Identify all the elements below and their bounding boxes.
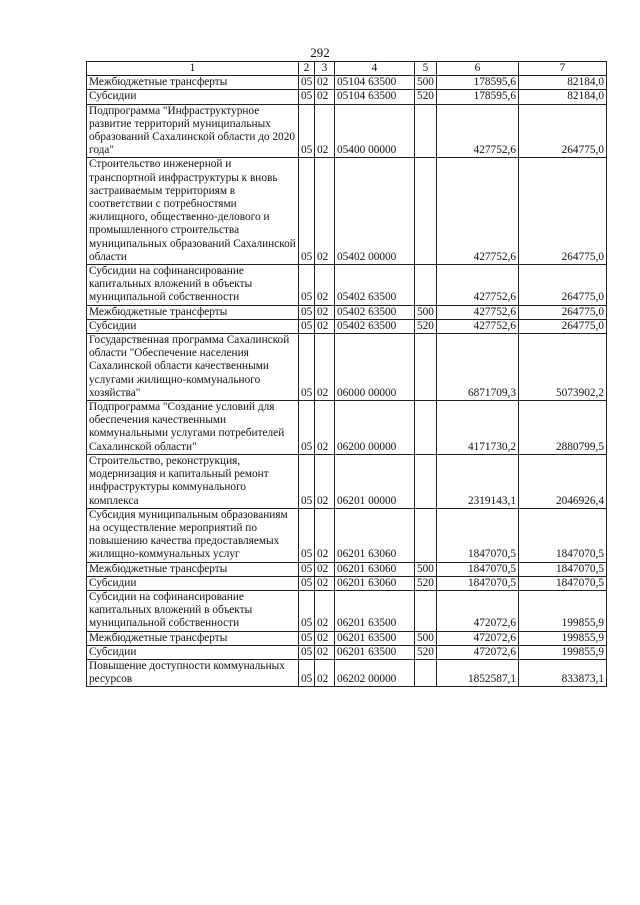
- row-amount-fact: 1847070,5: [519, 508, 607, 562]
- row-amount-plan: 6871709,3: [437, 334, 519, 401]
- table-row: [87, 158, 607, 265]
- row-section: 05: [299, 158, 315, 265]
- table-row: [87, 659, 607, 686]
- column-header: 5: [415, 62, 437, 76]
- row-section: 05: [299, 401, 315, 455]
- row-target-code: 06201 63060: [335, 562, 415, 576]
- row-expense-type: 500: [415, 562, 437, 576]
- row-target-code: 05402 63500: [335, 265, 415, 306]
- row-expense-type: 520: [415, 645, 437, 659]
- row-expense-type: [415, 508, 437, 562]
- row-name: Государственная программа Сахалинской области "Обеспечение населения Сахалинской области качественными услугами жилищно-коммунального хозяйства": [87, 334, 299, 401]
- column-header: 4: [335, 62, 415, 76]
- row-subsection: 02: [315, 631, 335, 645]
- row-name: Межбюджетные трансферты: [87, 305, 299, 319]
- row-expense-type: 520: [415, 90, 437, 104]
- row-amount-plan: 1847070,5: [437, 508, 519, 562]
- row-amount-fact: 82184,0: [519, 76, 607, 90]
- budget-table: [86, 61, 607, 687]
- row-name: Подпрограмма "Создание условий для обеспечения качественными коммунальными услугами потребителей Сахалинской области": [87, 401, 299, 455]
- table-row: [87, 454, 607, 508]
- column-header: 3: [315, 62, 335, 76]
- column-header: 1: [87, 62, 299, 76]
- row-section: 05: [299, 454, 315, 508]
- row-target-code: 06201 63500: [335, 631, 415, 645]
- row-name: Субсидия муниципальным образованиям на осуществление мероприятий по повышению качества предоставляемых жилищно-коммунальных услуг: [87, 508, 299, 562]
- table-row: [87, 305, 607, 319]
- row-target-code: 05400 00000: [335, 104, 415, 158]
- row-expense-type: 520: [415, 319, 437, 333]
- row-target-code: 06200 00000: [335, 401, 415, 455]
- row-name: Межбюджетные трансферты: [87, 76, 299, 90]
- row-amount-plan: 427752,6: [437, 265, 519, 306]
- row-amount-fact: 264775,0: [519, 265, 607, 306]
- row-expense-type: [415, 265, 437, 306]
- row-expense-type: [415, 590, 437, 631]
- row-section: 05: [299, 334, 315, 401]
- row-name: Межбюджетные трансферты: [87, 631, 299, 645]
- row-amount-fact: 199855,9: [519, 645, 607, 659]
- row-amount-plan: 472072,6: [437, 631, 519, 645]
- row-subsection: 02: [315, 319, 335, 333]
- table-row: [87, 645, 607, 659]
- row-expense-type: [415, 158, 437, 265]
- row-section: 05: [299, 659, 315, 686]
- row-expense-type: [415, 659, 437, 686]
- row-amount-plan: 1847070,5: [437, 576, 519, 590]
- row-name: Повышение доступности коммунальных ресурсов: [87, 659, 299, 686]
- table-row: [87, 631, 607, 645]
- table-row: [87, 76, 607, 90]
- row-amount-fact: 1847070,5: [519, 576, 607, 590]
- row-name: Субсидии: [87, 319, 299, 333]
- row-name: Строительство инженерной и транспортной инфраструктуры к вновь застраиваемым территориям в соответствии с потребностями жилищного, общественно-делового и промышленного строительства муниципальных образований Сахалинской области: [87, 158, 299, 265]
- table-row: [87, 576, 607, 590]
- row-expense-type: [415, 454, 437, 508]
- row-target-code: 06201 63500: [335, 645, 415, 659]
- row-section: 05: [299, 562, 315, 576]
- row-amount-fact: 264775,0: [519, 305, 607, 319]
- row-section: 05: [299, 76, 315, 90]
- row-target-code: 06202 00000: [335, 659, 415, 686]
- row-target-code: 05104 63500: [335, 90, 415, 104]
- column-header: 2: [299, 62, 315, 76]
- table-body: [87, 76, 607, 687]
- table-row: [87, 90, 607, 104]
- row-amount-fact: 264775,0: [519, 319, 607, 333]
- row-amount-plan: 1852587,1: [437, 659, 519, 686]
- row-subsection: 02: [315, 590, 335, 631]
- row-name: Межбюджетные трансферты: [87, 562, 299, 576]
- row-amount-plan: 4171730,2: [437, 401, 519, 455]
- row-target-code: 05104 63500: [335, 76, 415, 90]
- row-expense-type: 500: [415, 305, 437, 319]
- row-subsection: 02: [315, 576, 335, 590]
- row-section: 05: [299, 631, 315, 645]
- row-name: Субсидии: [87, 90, 299, 104]
- table-row: [87, 590, 607, 631]
- row-expense-type: 500: [415, 76, 437, 90]
- row-target-code: 05402 63500: [335, 319, 415, 333]
- row-subsection: 02: [315, 645, 335, 659]
- page-number: 292: [310, 45, 330, 60]
- row-subsection: 02: [315, 104, 335, 158]
- row-amount-fact: 264775,0: [519, 158, 607, 265]
- row-subsection: 02: [315, 659, 335, 686]
- row-expense-type: 520: [415, 576, 437, 590]
- row-amount-fact: 2046926,4: [519, 454, 607, 508]
- row-target-code: 06201 63060: [335, 576, 415, 590]
- row-amount-fact: 833873,1: [519, 659, 607, 686]
- row-amount-plan: 427752,6: [437, 104, 519, 158]
- table-header-row: [87, 62, 607, 76]
- row-amount-fact: 264775,0: [519, 104, 607, 158]
- row-expense-type: [415, 104, 437, 158]
- row-subsection: 02: [315, 305, 335, 319]
- table-row: [87, 401, 607, 455]
- row-amount-plan: 178595,6: [437, 76, 519, 90]
- row-amount-plan: 427752,6: [437, 319, 519, 333]
- row-expense-type: [415, 334, 437, 401]
- row-amount-fact: 5073902,2: [519, 334, 607, 401]
- row-name: Строительство, реконструкция, модернизация и капитальный ремонт инфраструктуры коммунального комплекса: [87, 454, 299, 508]
- column-header: 7: [519, 62, 607, 76]
- row-section: 05: [299, 305, 315, 319]
- row-name: Субсидии: [87, 576, 299, 590]
- row-expense-type: [415, 401, 437, 455]
- row-amount-plan: 427752,6: [437, 305, 519, 319]
- row-subsection: 02: [315, 401, 335, 455]
- row-amount-plan: 178595,6: [437, 90, 519, 104]
- row-expense-type: 500: [415, 631, 437, 645]
- row-subsection: 02: [315, 562, 335, 576]
- row-target-code: 06201 63060: [335, 508, 415, 562]
- row-target-code: 05402 63500: [335, 305, 415, 319]
- row-name: Подпрограмма "Инфраструктурное развитие территорий муниципальных образований Сахалинской области до 2020 года": [87, 104, 299, 158]
- table-row: [87, 562, 607, 576]
- row-section: 05: [299, 590, 315, 631]
- row-target-code: 06201 00000: [335, 454, 415, 508]
- row-name: Субсидии на софинансирование капитальных вложений в объекты муниципальной собственности: [87, 265, 299, 306]
- table-row: [87, 265, 607, 306]
- row-section: 05: [299, 90, 315, 104]
- row-amount-plan: 2319143,1: [437, 454, 519, 508]
- row-amount-plan: 472072,6: [437, 590, 519, 631]
- row-subsection: 02: [315, 334, 335, 401]
- row-section: 05: [299, 265, 315, 306]
- row-amount-fact: 199855,9: [519, 590, 607, 631]
- row-amount-fact: 199855,9: [519, 631, 607, 645]
- row-amount-fact: 1847070,5: [519, 562, 607, 576]
- row-section: 05: [299, 508, 315, 562]
- table-row: [87, 508, 607, 562]
- row-section: 05: [299, 104, 315, 158]
- table-row: [87, 104, 607, 158]
- row-subsection: 02: [315, 76, 335, 90]
- row-amount-plan: 472072,6: [437, 645, 519, 659]
- row-subsection: 02: [315, 508, 335, 562]
- row-subsection: 02: [315, 454, 335, 508]
- row-name: Субсидии: [87, 645, 299, 659]
- row-amount-fact: 2880799,5: [519, 401, 607, 455]
- row-target-code: 06201 63500: [335, 590, 415, 631]
- row-subsection: 02: [315, 158, 335, 265]
- column-header: 6: [437, 62, 519, 76]
- row-amount-plan: 427752,6: [437, 158, 519, 265]
- row-section: 05: [299, 576, 315, 590]
- table-row: [87, 319, 607, 333]
- row-section: 05: [299, 645, 315, 659]
- row-subsection: 02: [315, 265, 335, 306]
- row-section: 05: [299, 319, 315, 333]
- row-target-code: 06000 00000: [335, 334, 415, 401]
- row-name: Субсидии на софинансирование капитальных вложений в объекты муниципальной собственности: [87, 590, 299, 631]
- row-subsection: 02: [315, 90, 335, 104]
- row-amount-plan: 1847070,5: [437, 562, 519, 576]
- table-row: [87, 334, 607, 401]
- row-amount-fact: 82184,0: [519, 90, 607, 104]
- row-target-code: 05402 00000: [335, 158, 415, 265]
